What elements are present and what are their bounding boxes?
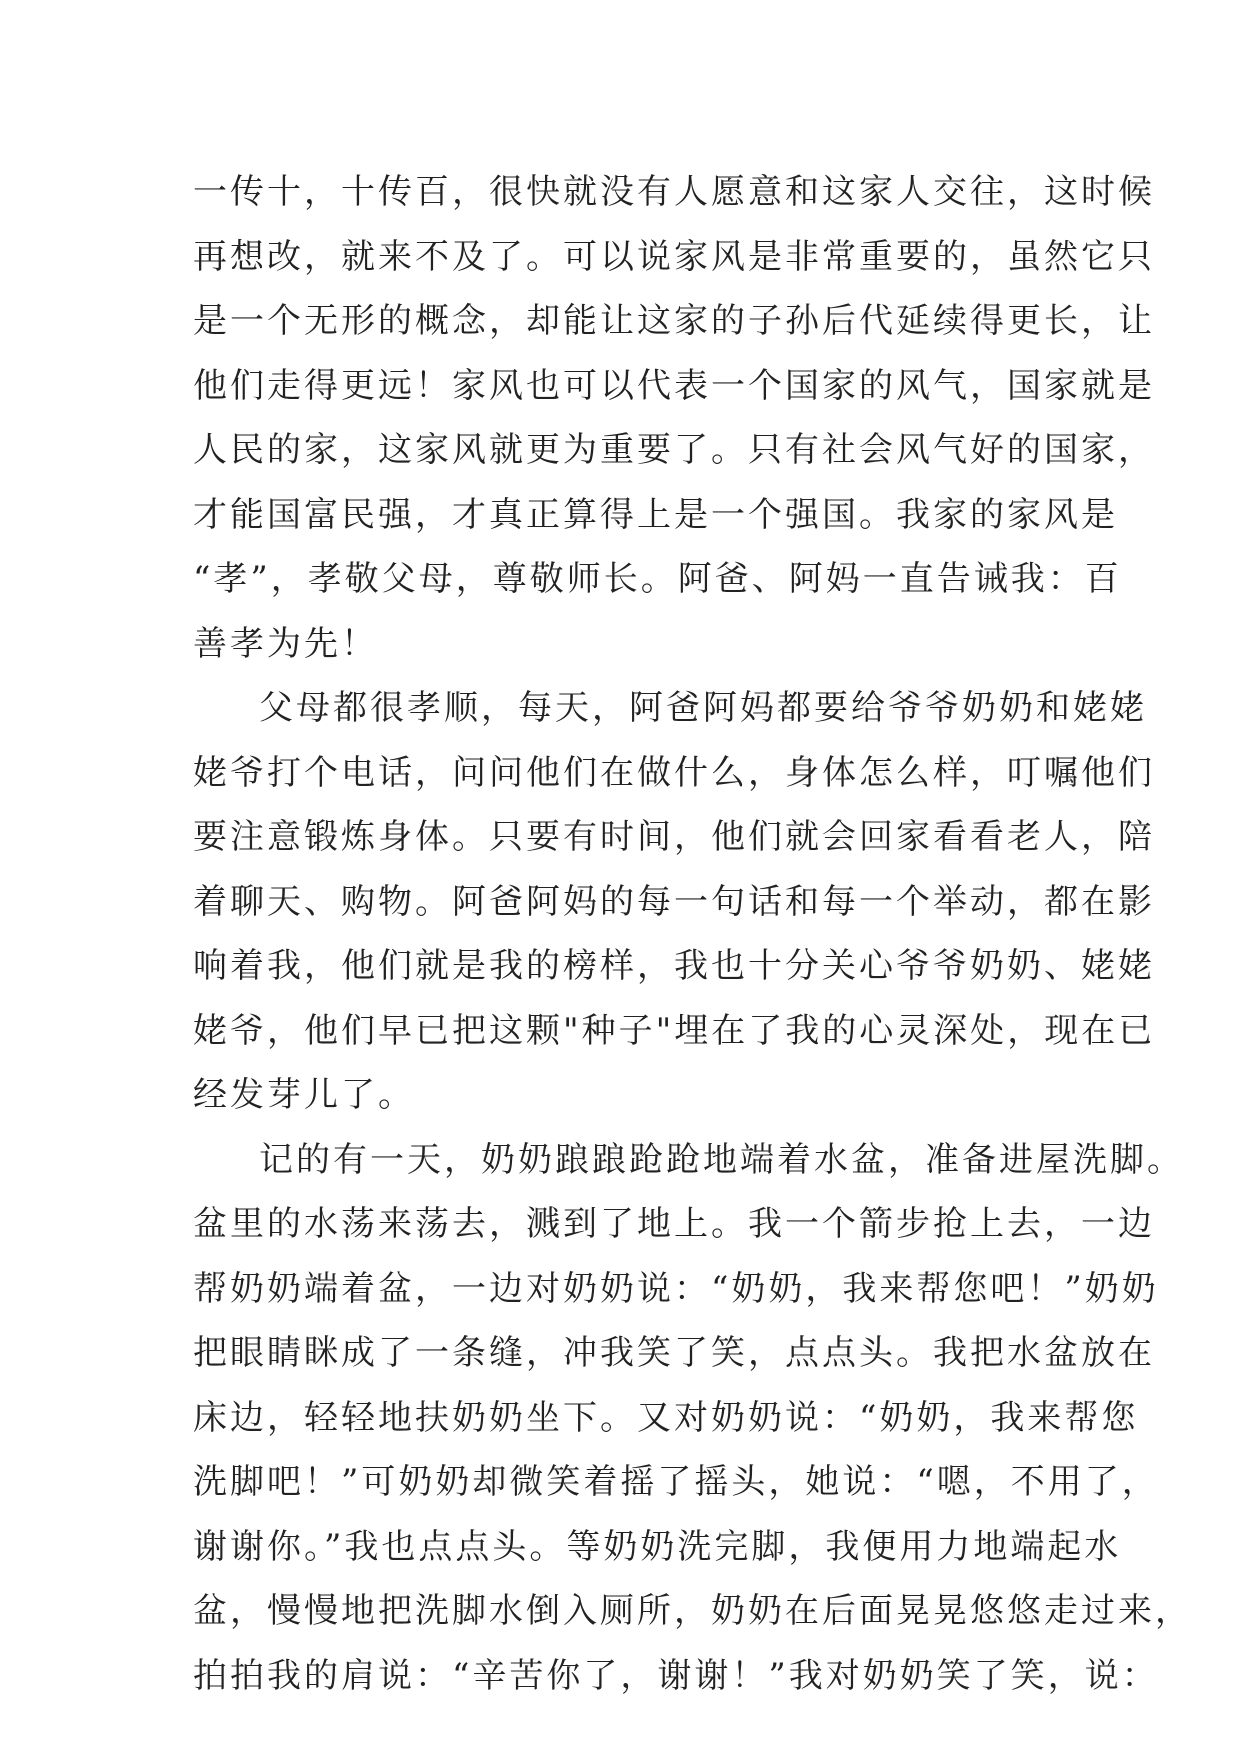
text-line: 善孝为先！ <box>193 623 378 664</box>
text-line: 姥爷打个电话，问问他们在做什么，身体怎么样，叮嘱他们 <box>193 752 1155 793</box>
text-line: 帮奶奶端着盆，一边对奶奶说：“奶奶，我来帮您吧！”奶奶 <box>193 1268 1159 1309</box>
text-line: 要注意锻炼身体。只要有时间，他们就会回家看看老人，陪 <box>193 817 1155 857</box>
text-line: 洗脚吧！”可奶奶却微笑着摇了摇头，她说：“嗯，不用了， <box>193 1462 1159 1502</box>
paragraph-3 <box>193 1128 1192 1709</box>
text-line: 人民的家，这家风就更为重要了。只有社会风气好的国家， <box>193 430 1155 470</box>
text-line-first: 记的有一天，奶奶踉踉跄跄地端着水盆，准备进屋洗脚。 <box>259 1139 1184 1180</box>
text-line: 再想改，就来不及了。可以说家风是非常重要的，虽然它只 <box>193 236 1155 277</box>
text-line: “孝”，孝敬父母，尊敬师长。阿爸、阿妈一直告诫我：百 <box>193 559 1122 599</box>
text-line: 一传十，十传百，很快就没有人愿意和这家人交往，这时候 <box>193 172 1155 212</box>
text-line: 床边，轻轻地扶奶奶坐下。又对奶奶说：“奶奶，我来帮您 <box>193 1397 1139 1438</box>
text-line: 他们走得更远！家风也可以代表一个国家的风气，国家就是 <box>193 365 1155 406</box>
paragraph-1 <box>193 160 1155 676</box>
text-line: 姥爷，他们早已把这颗"种子"埋在了我的心灵深处，现在已 <box>193 1010 1156 1051</box>
text-line: 谢谢你。”我也点点头。等奶奶洗完脚，我便用力地端起水 <box>193 1526 1122 1567</box>
text-line: 经发芽儿了。 <box>193 1075 415 1115</box>
text-line: 把眼睛眯成了一条缝，冲我笑了笑，点点头。我把水盆放在 <box>193 1333 1155 1373</box>
text-line-first: 父母都很孝顺，每天，阿爸阿妈都要给爷爷奶奶和姥姥 <box>259 688 1147 728</box>
text-line: 着聊天、购物。阿爸阿妈的每一句话和每一个举动，都在影 <box>193 881 1155 922</box>
text-line: 才能国富民强，才真正算得上是一个强国。我家的家风是 <box>193 494 1118 535</box>
text-line: 拍拍我的肩说：“辛苦你了，谢谢！”我对奶奶笑了笑，说： <box>193 1655 1159 1696</box>
text-line: 响着我，他们就是我的榜样，我也十分关心爷爷奶奶、姥姥 <box>193 946 1155 986</box>
document-body <box>193 160 1192 1708</box>
text-line: 盆里的水荡来荡去，溅到了地上。我一个箭步抢上去，一边 <box>193 1204 1155 1244</box>
paragraph-2 <box>193 676 1156 1128</box>
text-line: 盆，慢慢地把洗脚水倒入厕所，奶奶在后面晃晃悠悠走过来， <box>193 1591 1192 1631</box>
text-line: 是一个无形的概念，却能让这家的子孙后代延续得更长，让 <box>193 301 1155 341</box>
